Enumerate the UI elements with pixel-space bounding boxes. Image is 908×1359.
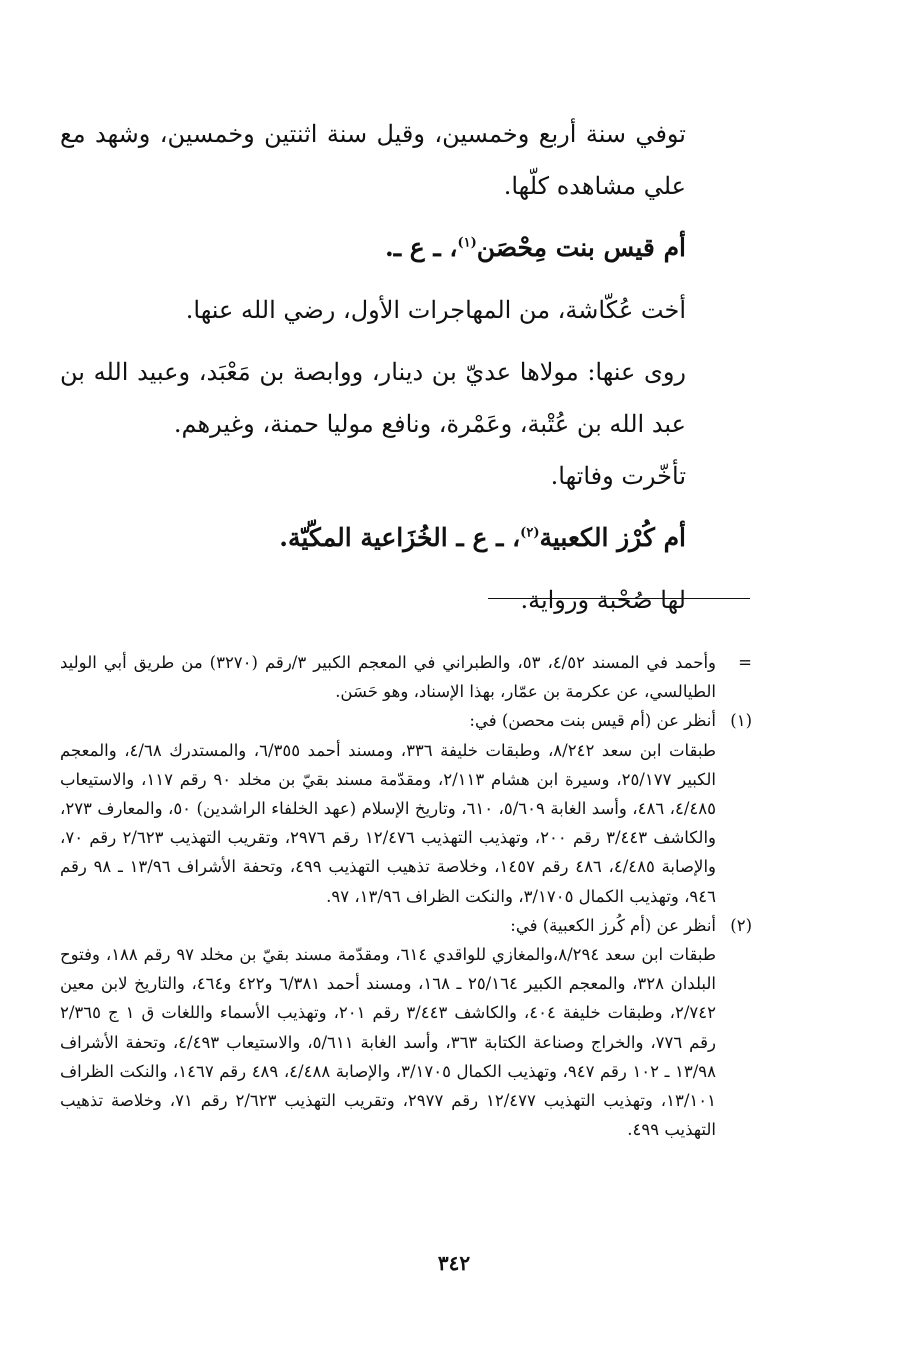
entry-heading-umm-qays [60,222,750,274]
footnote-number-2: (٢) [730,915,752,935]
continuation-mark: = [738,653,752,672]
entry-description-umm-qays: أخت عُكّاشة، من المهاجرات الأول، رضي الله عنها. [185,296,686,324]
entry-tags: ، ـ ع ـ. [385,233,458,262]
footnote-number-1: (١) [730,711,752,731]
footnotes [60,648,750,1144]
footnote-2 [60,911,750,1145]
footnote-ref-2: (٢) [520,525,540,541]
footnote-1-body: طبقات ابن سعد ٨/٢٤٢، وطبقات خليفة ٣٣٦، ومسند أحمد ٦/٣٥٥، والمستدرك ٤/٦٨، والمعجم الكبير ٢٥/١٧٧، وسيرة ابن هشام ٢/١١٣، ومقدّمة مسند بقيّ بن مخلد ٩٠ رقم ١١٧، والاستيعاب ٤/٤٨٥، ٤٨٦، وأسد الغابة ٥/٦٠٩، ٦١٠، وتاريخ الإسلام (عهد الخلفاء الراشدين) ٥٠، والمعارف ٢٧٣، والكاشف ٣/٤٤٣ رقم ٢٠٠، وتهذيب التهذيب ١٢/٤٧٦ رقم ٢٩٧٦، وتقريب التهذيب ٢/٦٢٣ رقم ٧٠، والإصابة ٤/٤٨٥، ٤٨٦ رقم ١٤٥٧، وخلاصة تذهيب التهذيب ٤٩٩، وتحفة الأشراف ١٣/٩٦ ـ ٩٨ رقم ٩٤٦، وتهذيب الكمال ٣/١٧٠٥، والنكت الظراف ١٣/٩٦، ٩٧. [60,740,717,906]
footnote-separator [488,598,750,599]
footnote-continuation-text: وأحمد في المسند ٤/٥٢، ٥٣، والطبراني في المعجم الكبير ٣/رقم (٣٢٧٠) من طريق أبي الوليد الطيالسي، عن عكرمة بن عمّار، بهذا الإسناد، وهو حَسَن. [60,653,716,702]
footnote-1-heading: أنظر عن (أم قيس بنت محصن) في: [469,711,716,731]
entry-narrators-umm-qays: روى عنها: مولاها عديّ بن دينار، ووابصة بن مَعْبَد، وعبيد الله بن عبد الله بن عُتْبة، وعَمْرة، ونافع موليا حمنة، وغيرهم. [60,358,686,438]
footnote-2-body: طبقات ابن سعد ٨/٢٩٤،والمغازي للواقدي ٦١٤، ومقدّمة مسند بقيّ بن مخلد ٩٧ رقم ١٨٨، وفتوح البلدان ٣٢٨، والمعجم الكبير ٢٥/١٦٤ ـ ١٦٨، ومسند أحمد ٦/٣٨١ و٤٢٢ و٤٦٤، والتاريخ لابن معين ٢/٧٤٢، وطبقات خليفة ٤٠٤، والكاشف ٣/٤٤٣ رقم ٢٠١، وتهذيب الأسماء واللغات ق ١ ج ٢/٣٦٥ رقم ٧٧٦، والخراج وصناعة الكتابة ٣٦٣، وأسد الغابة ٥/٦١١، والاستيعاب ٤/٤٩٣، وتحفة الأشراف ١٣/٩٨ ـ ١٠٢ رقم ٩٤٧، وتهذيب الكمال ٣/١٧٠٥، والإصابة ٤/٤٨٨، ٤٨٩ رقم ١٤٦٧، والنكت الظراف ١٣/١٠١، وتهذيب التهذيب ١٢/٤٧٧ رقم ٢٩٧٧، وتقريب التهذيب ٢/٦٢٣ رقم ٧١، وخلاصة تذهيب التهذيب ٤٩٩. [60,945,717,1140]
footnote-1 [60,706,750,910]
entry-death-umm-qays: تأخّرت وفاتها. [550,462,686,490]
paragraph-death-note: توفي سنة أربع وخمسين، وقيل سنة اثنتين وخمسين، وشهد مع علي مشاهده كلّها. [60,120,686,200]
entry-description-umm-kurz: لها صُحْبة ورواية. [520,586,686,614]
entry-name: أم كُرْز الكعبية [539,523,686,552]
footnote-ref-1: (١) [457,235,477,251]
entry-name: أم قيس بنت مِحْصَن [476,233,686,262]
entry-tags: ، ـ ع ـ الخُزَاعية المكّيّة. [279,523,521,552]
page-number: ٣٤٢ [437,1251,471,1275]
entry-heading-umm-kurz [60,512,750,564]
footnote-2-heading: أنظر عن (أم كُرز الكعبية) في: [510,915,716,935]
footnote-continuation [60,648,750,706]
main-text [60,108,750,626]
